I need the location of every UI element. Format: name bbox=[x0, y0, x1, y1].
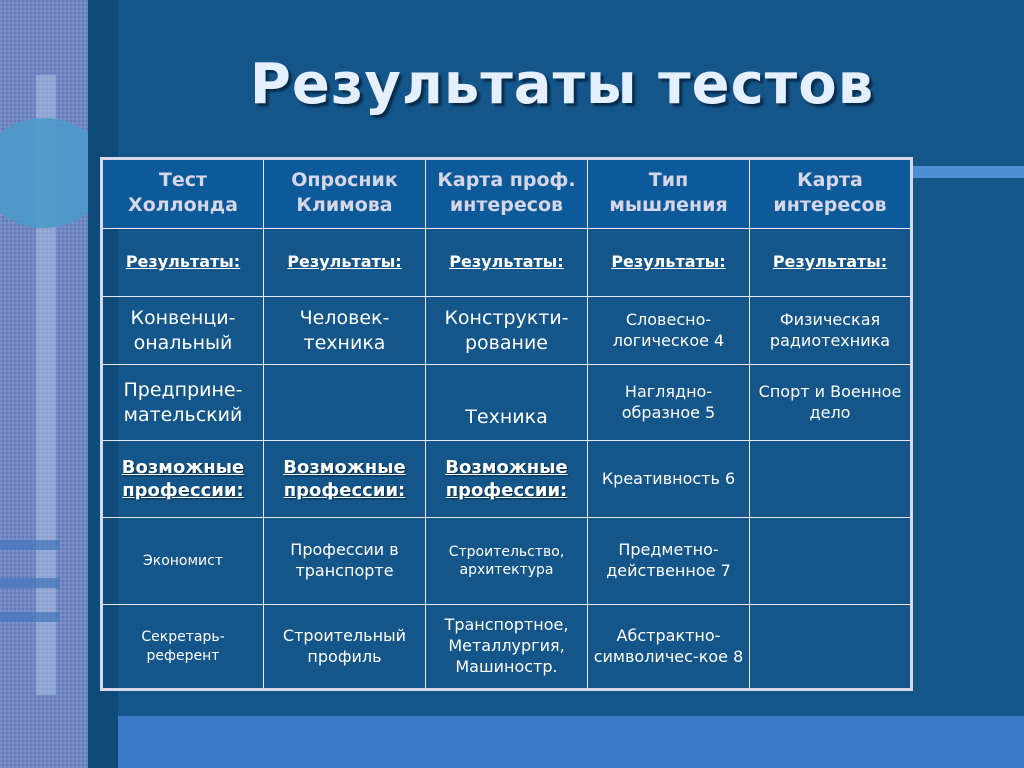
decorative-bar bbox=[0, 578, 60, 588]
table-cell: Абстрактно-символичес-кое 8 bbox=[588, 605, 750, 690]
table-header-row bbox=[102, 159, 912, 229]
table-cell: Предприне-мательский bbox=[102, 365, 264, 441]
table-cell: Техника bbox=[426, 365, 588, 441]
results-label: Результаты: bbox=[264, 229, 426, 297]
results-label: Результаты: bbox=[588, 229, 750, 297]
table-cell: Словесно-логическое 4 bbox=[588, 297, 750, 365]
table-cell bbox=[750, 518, 912, 605]
table-cell: Строительный профиль bbox=[264, 605, 426, 690]
table-cell: Экономист bbox=[102, 518, 264, 605]
table-row bbox=[102, 605, 912, 690]
results-table bbox=[100, 157, 913, 691]
results-label: Результаты: bbox=[426, 229, 588, 297]
table-row bbox=[102, 365, 912, 441]
column-header: Карта интересов bbox=[750, 159, 912, 229]
table-cell: Транспортное, Металлургия, Машиностр. bbox=[426, 605, 588, 690]
column-header: Карта проф. интересов bbox=[426, 159, 588, 229]
professions-label: Возможные профессии: bbox=[102, 441, 264, 518]
table-cell: Физическая радиотехника bbox=[750, 297, 912, 365]
table-cell: Предметно-действенное 7 bbox=[588, 518, 750, 605]
table-row bbox=[102, 441, 912, 518]
professions-label: Возможные профессии: bbox=[426, 441, 588, 518]
table-row bbox=[102, 518, 912, 605]
table-cell bbox=[750, 605, 912, 690]
table-cell: Профессии в транспорте bbox=[264, 518, 426, 605]
table-row bbox=[102, 297, 912, 365]
decorative-bottom-bar bbox=[118, 716, 1024, 768]
page-title: Результаты тестов bbox=[249, 52, 875, 117]
table-cell bbox=[264, 365, 426, 441]
table-cell: Человек-техника bbox=[264, 297, 426, 365]
table-cell: Конвенци-ональный bbox=[102, 297, 264, 365]
column-header: Тест Холлонда bbox=[102, 159, 264, 229]
table-cell: Конструкти-рование bbox=[426, 297, 588, 365]
column-header: Опросник Климова bbox=[264, 159, 426, 229]
results-label: Результаты: bbox=[102, 229, 264, 297]
decorative-bar bbox=[0, 612, 60, 622]
decorative-bar bbox=[0, 540, 60, 550]
table-cell: Секретарь-референт bbox=[102, 605, 264, 690]
table-cell: Строительство, архитектура bbox=[426, 518, 588, 605]
table-row bbox=[102, 229, 912, 297]
professions-label: Возможные профессии: bbox=[264, 441, 426, 518]
table-cell bbox=[750, 441, 912, 518]
results-label: Результаты: bbox=[750, 229, 912, 297]
column-header: Тип мышления bbox=[588, 159, 750, 229]
table-cell: Спорт и Военное дело bbox=[750, 365, 912, 441]
table-cell: Наглядно-образное 5 bbox=[588, 365, 750, 441]
table-cell: Креативность 6 bbox=[588, 441, 750, 518]
